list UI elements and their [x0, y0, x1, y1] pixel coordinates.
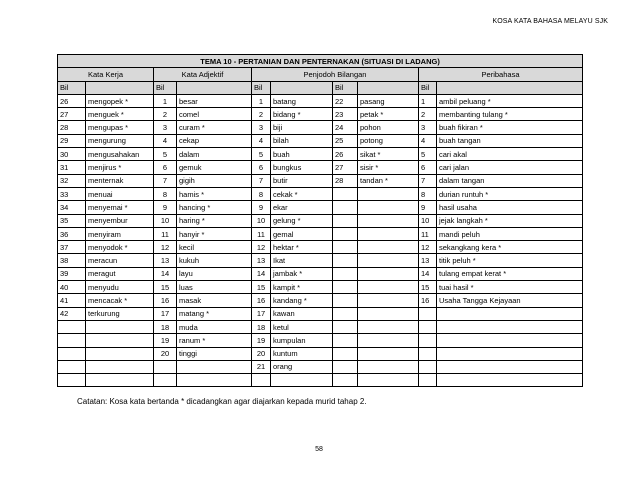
bil-header: Bil: [154, 81, 177, 94]
table-cell: [333, 320, 358, 333]
table-cell: 4: [419, 134, 437, 147]
table-cell: 18: [154, 320, 177, 333]
table-cell: jejak langkah *: [437, 214, 583, 227]
table-cell: [252, 374, 271, 387]
table-cell: [333, 281, 358, 294]
table-cell: 5: [252, 148, 271, 161]
table-cell: kawan: [271, 307, 333, 320]
table-cell: 9: [154, 201, 177, 214]
table-cell: 18: [252, 320, 271, 333]
table-cell: 29: [58, 134, 86, 147]
table-cell: [358, 320, 419, 333]
table-cell: [358, 334, 419, 347]
table-cell: 17: [154, 307, 177, 320]
table-cell: [358, 294, 419, 307]
table-cell: 30: [58, 148, 86, 161]
table-cell: [333, 187, 358, 200]
table-cell: masak: [177, 294, 252, 307]
table-row: [58, 148, 583, 161]
table-cell: gemuk: [177, 161, 252, 174]
table-row: [58, 134, 583, 147]
table-cell: besar: [177, 94, 252, 107]
table-cell: [333, 334, 358, 347]
table-cell: bungkus: [271, 161, 333, 174]
table-cell: [358, 214, 419, 227]
table-cell: [58, 334, 86, 347]
table-cell: 3: [419, 121, 437, 134]
table-cell: kecil: [177, 241, 252, 254]
table-cell: [177, 374, 252, 387]
table-cell: 11: [419, 227, 437, 240]
table-cell: [358, 360, 419, 373]
table-cell: 7: [419, 174, 437, 187]
table-cell: 3: [252, 121, 271, 134]
table-cell: 10: [419, 214, 437, 227]
table-cell: [86, 334, 154, 347]
table-cell: [358, 307, 419, 320]
table-cell: 15: [252, 281, 271, 294]
table-cell: [58, 374, 86, 387]
table-cell: [333, 227, 358, 240]
table-cell: menjirus *: [86, 161, 154, 174]
table-cell: sekangkang kera *: [437, 241, 583, 254]
table-row: [58, 360, 583, 373]
table-cell: 2: [419, 108, 437, 121]
table-cell: potong: [358, 134, 419, 147]
group-peribahasa: Peribahasa: [419, 68, 583, 81]
table-cell: 26: [333, 148, 358, 161]
table-cell: buah: [271, 148, 333, 161]
table-cell: [437, 334, 583, 347]
table-cell: 42: [58, 307, 86, 320]
header-blank: [271, 81, 333, 94]
table-cell: 22: [333, 94, 358, 107]
table-cell: [419, 307, 437, 320]
table-cell: [358, 227, 419, 240]
table-cell: 1: [419, 94, 437, 107]
table-cell: 16: [419, 294, 437, 307]
table-row: [58, 121, 583, 134]
table-row: [58, 374, 583, 387]
table-cell: [358, 347, 419, 360]
table-row: [58, 187, 583, 200]
table-cell: mengurung: [86, 134, 154, 147]
table-cell: mengupas *: [86, 121, 154, 134]
table-cell: 26: [58, 94, 86, 107]
table-cell: petak *: [358, 108, 419, 121]
table-cell: orang: [271, 360, 333, 373]
table-cell: [358, 281, 419, 294]
table-cell: 12: [154, 241, 177, 254]
table-cell: sisir *: [358, 161, 419, 174]
table-cell: 13: [419, 254, 437, 267]
table-cell: gigih: [177, 174, 252, 187]
table-cell: tinggi: [177, 347, 252, 360]
table-cell: [58, 360, 86, 373]
bil-header: Bil: [252, 81, 271, 94]
table-cell: 20: [252, 347, 271, 360]
table-cell: 19: [154, 334, 177, 347]
table-cell: [86, 347, 154, 360]
table-cell: menyodok *: [86, 241, 154, 254]
table-cell: layu: [177, 267, 252, 280]
table-cell: [333, 347, 358, 360]
table-cell: kandang *: [271, 294, 333, 307]
table-cell: 36: [58, 227, 86, 240]
table-cell: gelung *: [271, 214, 333, 227]
table-cell: mencacak *: [86, 294, 154, 307]
table-cell: [333, 360, 358, 373]
table-cell: [333, 267, 358, 280]
table-cell: tulang empat kerat *: [437, 267, 583, 280]
table-cell: hektar *: [271, 241, 333, 254]
table-row: [58, 320, 583, 333]
table-cell: bilah: [271, 134, 333, 147]
table-cell: buah fikiran *: [437, 121, 583, 134]
table-cell: 2: [154, 108, 177, 121]
table-cell: butir: [271, 174, 333, 187]
table-cell: sikat *: [358, 148, 419, 161]
table-row: [58, 241, 583, 254]
table-cell: [333, 374, 358, 387]
table-cell: pasang: [358, 94, 419, 107]
table-cell: [333, 254, 358, 267]
table-cell: 31: [58, 161, 86, 174]
table-cell: mengopek *: [86, 94, 154, 107]
table-cell: mandi peluh: [437, 227, 583, 240]
table-cell: comel: [177, 108, 252, 121]
table-cell: 4: [252, 134, 271, 147]
header-blank: [358, 81, 419, 94]
table-cell: kuntum: [271, 347, 333, 360]
table-cell: [419, 320, 437, 333]
table-cell: 14: [252, 267, 271, 280]
table-cell: 39: [58, 267, 86, 280]
table-cell: [358, 187, 419, 200]
table-cell: [419, 360, 437, 373]
table-cell: menternak: [86, 174, 154, 187]
table-cell: [177, 360, 252, 373]
table-cell: 23: [333, 108, 358, 121]
bil-header: Bil: [419, 81, 437, 94]
table-cell: gemal: [271, 227, 333, 240]
table-cell: cari jalan: [437, 161, 583, 174]
table-cell: 24: [333, 121, 358, 134]
table-cell: cari akal: [437, 148, 583, 161]
table-cell: 13: [154, 254, 177, 267]
table-cell: curam *: [177, 121, 252, 134]
table-cell: [358, 241, 419, 254]
table-row: [58, 227, 583, 240]
table-cell: Usaha Tangga Kejayaan: [437, 294, 583, 307]
header-blank: [177, 81, 252, 94]
table-cell: [58, 347, 86, 360]
table-cell: 27: [333, 161, 358, 174]
table-cell: [86, 374, 154, 387]
table-cell: [358, 267, 419, 280]
table-cell: [333, 201, 358, 214]
table-cell: kumpulan: [271, 334, 333, 347]
table-cell: meracun: [86, 254, 154, 267]
table-row: [58, 254, 583, 267]
table-cell: titik peluh *: [437, 254, 583, 267]
table-cell: 16: [154, 294, 177, 307]
table-cell: bidang *: [271, 108, 333, 121]
table-cell: 40: [58, 281, 86, 294]
table-cell: 6: [154, 161, 177, 174]
group-kata-kerja: Kata Kerja: [58, 68, 154, 81]
table-cell: tuai hasil *: [437, 281, 583, 294]
table-cell: haring *: [177, 214, 252, 227]
table-cell: 4: [154, 134, 177, 147]
table-cell: 41: [58, 294, 86, 307]
table-cell: 13: [252, 254, 271, 267]
table-cell: [437, 347, 583, 360]
table-cell: 14: [419, 267, 437, 280]
table-cell: 8: [252, 187, 271, 200]
table-cell: 11: [154, 227, 177, 240]
table-cell: [419, 374, 437, 387]
table-cell: [437, 307, 583, 320]
table-row: [58, 334, 583, 347]
table-cell: 37: [58, 241, 86, 254]
table-cell: 7: [154, 174, 177, 187]
table-cell: [154, 360, 177, 373]
footnote: Catatan: Kosa kata bertanda * dicadangkan agar diajarkan kepada murid tahap 2.: [77, 397, 367, 406]
table-cell: [437, 360, 583, 373]
bil-header: Bil: [58, 81, 86, 94]
table-cell: 5: [419, 148, 437, 161]
table-cell: 8: [419, 187, 437, 200]
table-cell: [58, 320, 86, 333]
table-cell: 20: [154, 347, 177, 360]
table-cell: terkurung: [86, 307, 154, 320]
table-cell: [271, 374, 333, 387]
bil-header: Bil: [333, 81, 358, 94]
table-cell: ranum *: [177, 334, 252, 347]
table-cell: 17: [252, 307, 271, 320]
table-cell: ketul: [271, 320, 333, 333]
table-cell: [437, 320, 583, 333]
table-cell: 10: [252, 214, 271, 227]
table-cell: 19: [252, 334, 271, 347]
table-cell: 35: [58, 214, 86, 227]
table-cell: 9: [252, 201, 271, 214]
table-cell: meragut: [86, 267, 154, 280]
table-cell: cekak *: [271, 187, 333, 200]
running-header: KOSA KATA BAHASA MELAYU SJK: [492, 18, 608, 25]
table-cell: [86, 360, 154, 373]
table-cell: 3: [154, 121, 177, 134]
table-cell: [333, 241, 358, 254]
table-cell: kukuh: [177, 254, 252, 267]
table-cell: 33: [58, 187, 86, 200]
table-cell: luas: [177, 281, 252, 294]
table-cell: [358, 201, 419, 214]
header-blank: [437, 81, 583, 94]
table-cell: 11: [252, 227, 271, 240]
table-cell: 15: [419, 281, 437, 294]
table-cell: menyemai *: [86, 201, 154, 214]
table-cell: matang *: [177, 307, 252, 320]
table-cell: menyudu: [86, 281, 154, 294]
table-cell: 15: [154, 281, 177, 294]
table-cell: membanting tulang *: [437, 108, 583, 121]
table-cell: 10: [154, 214, 177, 227]
group-kata-adjektif: Kata Adjektif: [154, 68, 252, 81]
table-cell: buah tangan: [437, 134, 583, 147]
table-cell: [154, 374, 177, 387]
table-cell: 6: [252, 161, 271, 174]
table-cell: ambil peluang *: [437, 94, 583, 107]
table-cell: 28: [58, 121, 86, 134]
table-cell: hamis *: [177, 187, 252, 200]
table-cell: batang: [271, 94, 333, 107]
table-cell: Ikat: [271, 254, 333, 267]
table-cell: dalam tangan: [437, 174, 583, 187]
table-cell: 12: [252, 241, 271, 254]
table-cell: [333, 294, 358, 307]
table-cell: 6: [419, 161, 437, 174]
table-cell: biji: [271, 121, 333, 134]
table-cell: 1: [154, 94, 177, 107]
table-row: [58, 347, 583, 360]
table-cell: menguek *: [86, 108, 154, 121]
table-cell: [437, 374, 583, 387]
table-row: [58, 161, 583, 174]
table-cell: [358, 254, 419, 267]
table-cell: 28: [333, 174, 358, 187]
table-cell: [333, 307, 358, 320]
table-row: [58, 281, 583, 294]
table-cell: kampit *: [271, 281, 333, 294]
table-cell: 25: [333, 134, 358, 147]
table-cell: 16: [252, 294, 271, 307]
table-cell: dalam: [177, 148, 252, 161]
table-cell: 21: [252, 360, 271, 373]
table-cell: durian runtuh *: [437, 187, 583, 200]
table-cell: 5: [154, 148, 177, 161]
table-cell: [419, 347, 437, 360]
table-row: [58, 174, 583, 187]
table-row: [58, 267, 583, 280]
table-cell: menuai: [86, 187, 154, 200]
table-row: [58, 214, 583, 227]
table-cell: 38: [58, 254, 86, 267]
vocabulary-table: [57, 54, 583, 387]
header-blank: [86, 81, 154, 94]
table-cell: pohon: [358, 121, 419, 134]
table-cell: 27: [58, 108, 86, 121]
table-cell: [86, 320, 154, 333]
table-cell: mengusahakan: [86, 148, 154, 161]
table-row: [58, 94, 583, 107]
table-cell: jambak *: [271, 267, 333, 280]
table-row: [58, 201, 583, 214]
table-cell: hasil usaha: [437, 201, 583, 214]
table-cell: 1: [252, 94, 271, 107]
page-number: 58: [315, 446, 323, 453]
table-cell: 34: [58, 201, 86, 214]
table-cell: menyembur: [86, 214, 154, 227]
table-cell: cekap: [177, 134, 252, 147]
table-cell: tandan *: [358, 174, 419, 187]
table-cell: hanyir *: [177, 227, 252, 240]
table-cell: muda: [177, 320, 252, 333]
table-cell: [419, 334, 437, 347]
table-cell: 14: [154, 267, 177, 280]
table-row: [58, 294, 583, 307]
table-cell: hancing *: [177, 201, 252, 214]
table-row: [58, 307, 583, 320]
table-row: [58, 108, 583, 121]
table-cell: 12: [419, 241, 437, 254]
table-cell: [333, 214, 358, 227]
table-cell: 32: [58, 174, 86, 187]
table-cell: 7: [252, 174, 271, 187]
table-cell: [358, 374, 419, 387]
table-cell: 2: [252, 108, 271, 121]
table-cell: 9: [419, 201, 437, 214]
table-cell: ekar: [271, 201, 333, 214]
table-title: TEMA 10 - PERTANIAN DAN PENTERNAKAN (SITUASI DI LADANG): [58, 55, 583, 68]
table-cell: menyiram: [86, 227, 154, 240]
group-penjodoh-bilangan: Penjodoh Bilangan: [252, 68, 419, 81]
table-cell: 8: [154, 187, 177, 200]
